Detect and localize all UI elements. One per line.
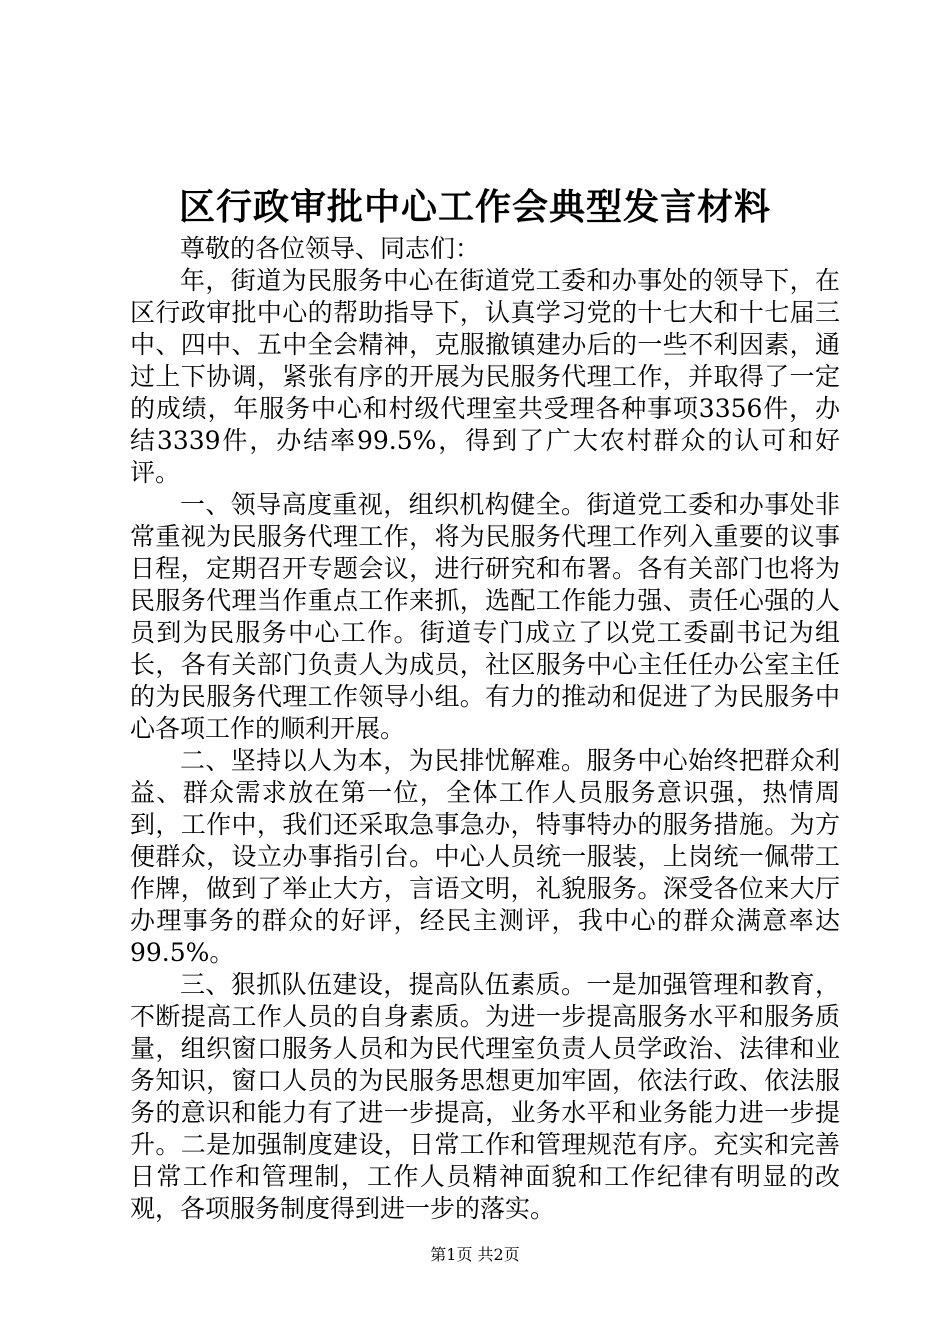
salutation-paragraph: 尊敬的各位领导、同志们： xyxy=(180,234,481,263)
section-two-paragraph: 二、坚持以人为本，为民排忧解难。服务中心始终把群众利益、群众需求放在第一位，全体工作人员服务意识强，热情周到，工作中，我们还采取急事急办，特事特办的服务措施。为方便群众，设立办事指引台。中心人员统一服装，上岗统一佩带工作牌，做到了举止大方，言语文明，礼貌服务。深受各位来大厅办理事务的群众的好评，经民主测评，我中心的群众满意率达99.5%。 xyxy=(130,746,840,967)
section-one-paragraph: 一、领导高度重视，组织机构健全。街道党工委和办事处非常重视为民服务代理工作，将为民服务代理工作列入重要的议事日程，定期召开专题会议，进行研究和布署。各有关部门也将为民服务代理当作重点工作来抓，选配工作能力强、责任心强的人员到为民服务中心工作。街道专门成立了以党工委副书记为组长，各有关部门负责人为成员，社区服务中心主任任办公室主任的为民服务代理工作领导小组。有力的推动和促进了为民服务中心各项工作的顺利开展。 xyxy=(130,490,840,743)
section-three-paragraph: 三、狠抓队伍建设，提高队伍素质。一是加强管理和教育，不断提高工作人员的自身素质。为进一步提高服务水平和服务质量，组织窗口服务人员和为民代理室负责人员学政治、法律和业务知识，窗口人员的为民服务思想更加牢固，依法行政、依法服务的意识和能力有了进一步提高，业务水平和业务能力进一步提升。二是加强制度建设，日常工作和管理规范有序。充实和完善日常工作和管理制，工作人员精神面貌和工作纪律有明显的改观，各项服务制度得到进一步的落实。 xyxy=(130,970,840,1223)
document-title: 区行政审批中心工作会典型发言材料 xyxy=(178,186,771,228)
document-body xyxy=(130,233,840,1225)
intro-paragraph: 年，街道为民服务中心在街道党工委和办事处的领导下，在区行政审批中心的帮助指导下，认真学习党的十七大和十七届三中、四中、五中全会精神，克服撤镇建办后的一些不利因素，通过上下协调，紧张有序的开展为民服务代理工作，并取得了一定的成绩，年服务中心和村级代理室共受理各种事项3356件，办结3339件，办结率99.5%，得到了广大农村群众的认可和好评。 xyxy=(130,266,840,487)
page-number-footer: 第1页 共2页 xyxy=(430,1245,520,1264)
